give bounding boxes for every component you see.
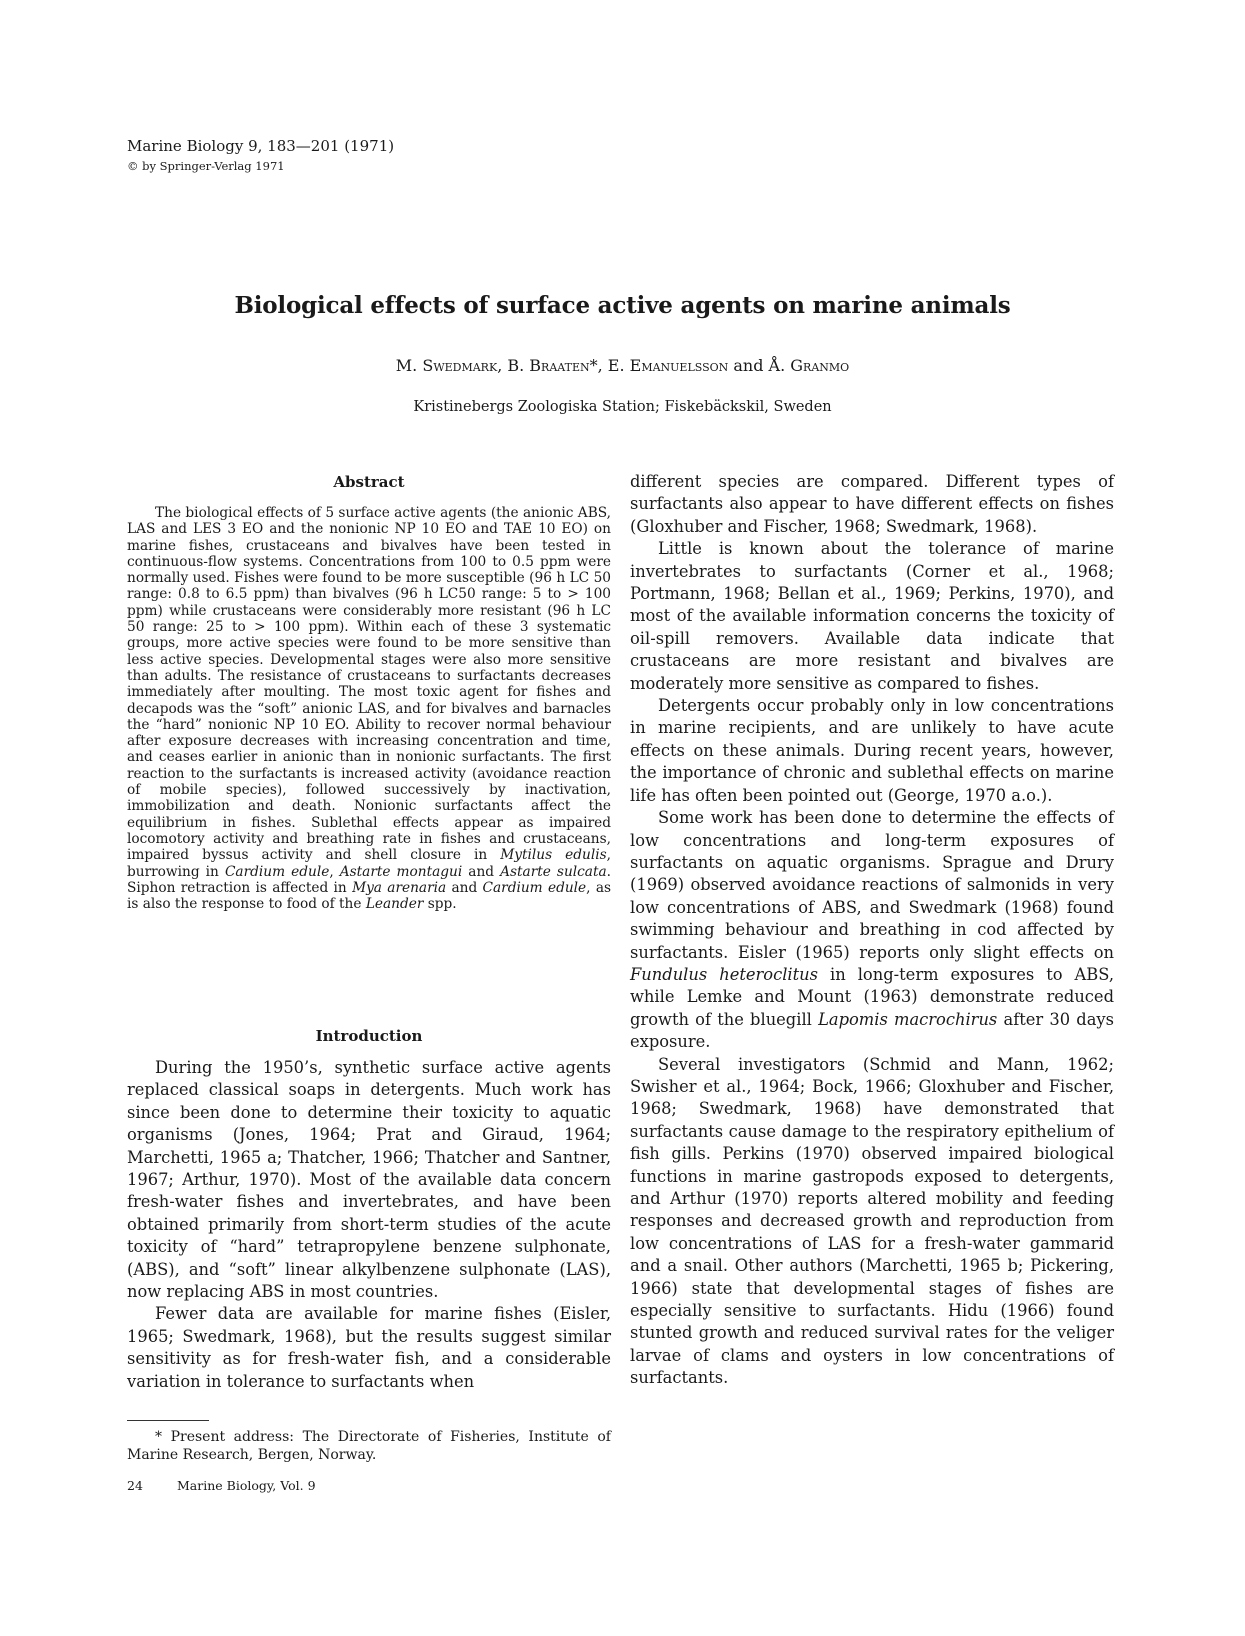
introduction-right-column [630,471,1114,1390]
author-separator: , [597,356,608,375]
article-title: Biological effects of surface active agents on marine animals [234,292,1011,319]
intro-paragraph-4: Detergents occur probably only in low concentrations in marine recipients, and are unlikely to have acute effects on these animals. During recent years, however, the importance of chronic and sublethal effects on marine life has often been pointed out (George, 1970 a.o.). [630,696,1114,805]
intro-paragraph-2-continued: different species are compared. Different types of surfactants also appear to have different effects on fishes (Gloxhuber and Fischer, 1968; Swedmark, 1968). [630,472,1114,536]
author-braaten: B. Braaten* [507,356,598,375]
intro-paragraph-5: Some work has been done to determine the effects of low concentrations and long-term exposures of surfactants on aquatic organisms. Sprague and Drury (1969) observed avoidance reactions of salmonids in very low concentrations of ABS, and Swedmark (1968) found swimming behaviour and breathing in cod affected by surfactants. Eisler (1965) reports only slight effects on Fundulus heteroclitus in long-term exposures to ABS, while Lemke and Mount (1963) demonstrate reduced growth of the bluegill Lapomis macrochirus after 30 days exposure. [630,808,1115,1052]
author-separator: , [497,356,508,375]
journal-header [127,136,394,176]
author-list [0,356,1245,375]
footnote: * Present address: The Directorate of Fisheries, Institute of Marine Research, Bergen, Norway. [127,1429,611,1463]
affiliation: Kristinebergs Zoologiska Station; Fiskebäckskil, Sweden [413,399,832,415]
intro-paragraph-2: Fewer data are available for marine fishes (Eisler, 1965; Swedmark, 1968), but the results suggest similar sensitivity as for fresh-water fish, and a considerable variation in tolerance to surfactants when [127,1304,611,1391]
author-swedmark: M. Swedmark [395,356,498,375]
intro-paragraph-6: Several investigators (Schmid and Mann, 1962; Swisher et al., 1964; Bock, 1966; Gloxhuber and Fischer, 1968; Swedmark, 1968) have demonstrated that surfactants cause damage to the respiratory epithelium of fish gills. Perkins (1970) observed impaired biological functions in marine gastropods exposed to detergents, and Arthur (1970) reports altered mobility and feeding responses and decreased growth and reproduction from low concentrations of LAS for a fresh-water gammarid and a snail. Other authors (Marchetti, 1965 b; Pickering, 1966) state that developmental stages of fishes are especially sensitive to surfactants. Hidu (1966) found stunted growth and reduced survival rates for the veliger larvae of clams and oysters in low concentrations of surfactants. [630,1054,1114,1388]
introduction-heading: Introduction [315,1027,423,1045]
page-footer [127,1478,316,1493]
copyright-line: © by Springer-Verlag 1971 [127,159,285,173]
author-granmo: Å. Granmo [768,356,850,375]
footnote-rule [127,1420,209,1421]
author-emanuelsson: E. Emanuelsson [607,356,729,375]
introduction-left-column [127,1057,611,1393]
intro-paragraph-1: During the 1950’s, synthetic surface active agents replaced classical soaps in detergents. Much work has since been done to determine their toxicity to aquatic organisms (Jones, 1964; Prat and Giraud, 1964; Marchetti, 1965 a; Thatcher, 1966; Thatcher and Santner, 1967; Arthur, 1970). Most of the available data concern fresh-water fishes and invertebrates, and have been obtained primarily from short-term studies of the acute toxicity of “hard” tetrapropylene benzene sulphonate, (ABS), and “soft” linear alkylbenzene sulphonate (LAS), now replacing ABS in most countries. [127,1058,611,1302]
intro-paragraph-3: Little is known about the tolerance of marine invertebrates to surfactants (Corner et al., 1968; Portmann, 1968; Bellan et al., 1969; Perkins, 1970), and most of the available information concerns the toxicity of oil-spill removers. Available data indicate that crustaceans are more resistant and bivalves are moderately more sensitive as compared to fishes. [630,539,1114,693]
footer-journal: Marine Biology, Vol. 9 [177,1478,316,1493]
abstract-body: The biological effects of 5 surface active agents (the anionic ABS, LAS and LES 3 EO and the nonionic NP 10 EO and TAE 10 EO) on marine fishes, crustaceans and bivalves have been tested in continuous-flow systems. Concentrations from 100 to 0.5 ppm were normally used. Fishes were found to be more susceptible (96 h LC 50 range: 0.8 to 6.5 ppm) than bivalves (96 h LC50 range: 5 to > 100 ppm) while crustaceans were considerably more resistant (96 h LC 50 range: 25 to > 100 ppm). Within each of these 3 systematic groups, more active species were found to be more sensitive than less active species. Developmental stages were also more sensitive than adults. The resistance of crustaceans to surfactants decreases immediately after moulting. The most toxic agent for fishes and decapods was the “soft” anionic LAS, and for bivalves and barnacles the “hard” nonionic NP 10 EO. Ability to recover normal behaviour after exposure decreases with increasing concentration and time, and ceases earlier in anionic than in nonionic surfactants. The first reaction to the surfactants is increased activity (avoidance reaction of mobile species), followed successively by inactivation, immobilization and death. Nonionic surfactants affect the equilibrium in fishes. Sublethal effects appear as impaired locomotory activity and breathing rate in fishes and crustaceans, impaired byssus activity and shell closure in Mytilus edulis, burrowing in Cardium edule, Astarte montagui and Astarte sulcata. Siphon retraction is affected in Mya arenaria and Cardium edule, as is also the response to food of the Leander spp. [127,505,611,913]
page-number: 24 [127,1478,143,1493]
journal-citation: Marine Biology 9, 183—201 (1971) [127,137,395,155]
author-separator: and [728,356,769,375]
abstract-heading: Abstract [333,473,405,491]
